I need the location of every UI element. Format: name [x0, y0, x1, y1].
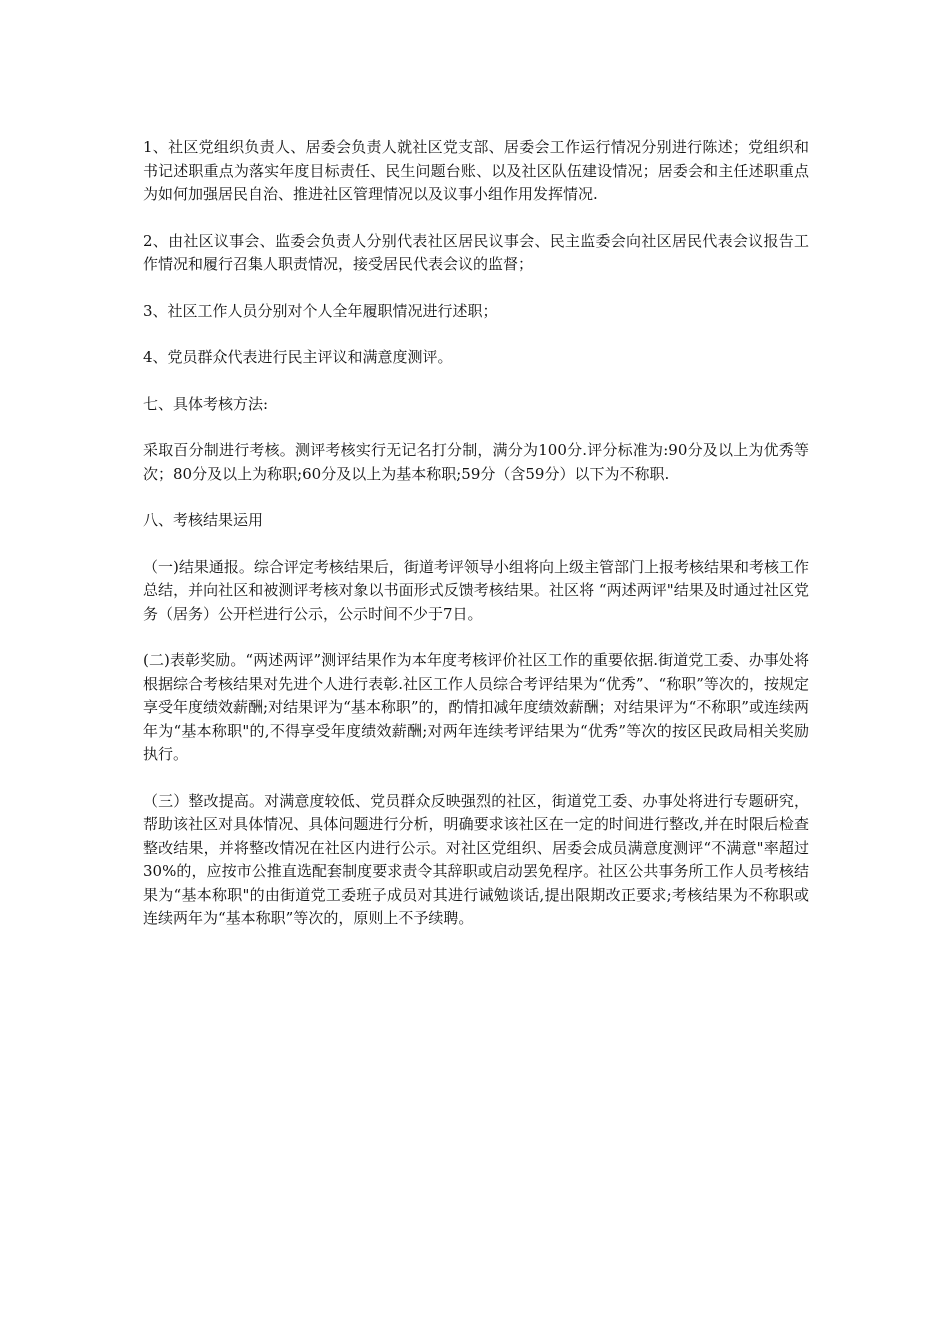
- paragraph-report-procedure-4: 4、党员群众代表进行民主评议和满意度测评。: [143, 348, 453, 366]
- paragraph-rectification: （三）整改提高。对满意度较低、党员群众反映强烈的社区，街道党工委、办事处将进行专题研究，帮助该社区对具体情况、具体问题进行分析，明确要求该社区在一定的时间进行整改,并在时限后检查整改结果，并将整改情况在社区内进行公示。对社区党组织、居委会成员满意度测评“不满意"率超过30%的，应按市公推直选配套制度要求责令其辞职或启动罢免程序。社区公共事务所工作人员考核结果为“基本称职"的由街道党工委班子成员对其进行诫勉谈话,提出限期改正要求;考核结果为不称职或连续两年为“基本称职”等次的，原则上不予续聘。: [143, 791, 809, 927]
- section-heading-assessment-method: 七、具体考核方法:: [143, 394, 269, 413]
- paragraph-report-procedure-1: 1、社区党组织负责人、居委会负责人就社区党支部、居委会工作运行情况分别进行陈述；党组织和书记述职重点为落实年度目标责任、民生问题台账、以及社区队伍建设情况；居委会和主任述职重点为如何加强居民自治、推进社区管理情况以及议事小组作用发挥情况.: [143, 138, 809, 203]
- paragraph-commendation: (二)表彰奖励。“两述两评”测评结果作为本年度考核评价社区工作的重要依据.街道党工委、办事处将根据综合考核结果对先进个人进行表彰.社区工作人员综合考评结果为“优秀”、“称职”等次的，按规定享受年度绩效薪酬;对结果评为“基本称职”的，酌情扣减年度绩效薪酬；对结果评为“不称职”或连续两年为“基本称职"的,不得享受年度绩效薪酬;对两年连续考评结果为“优秀”等次的按区民政局相关奖励执行。: [143, 651, 809, 763]
- paragraph-report-procedure-2: 2、由社区议事会、监委会负责人分别代表社区居民议事会、民主监委会向社区居民代表会议报告工作情况和履行召集人职责情况，接受居民代表会议的监督；: [143, 231, 809, 273]
- paragraph-result-notice: （一)结果通报。综合评定考核结果后，街道考评领导小组将向上级主管部门上报考核结果和考核工作总结，并向社区和被测评考核对象以书面形式反馈考核结果。社区将 “两述两评"结果及时通过社区党务（居务）公开栏进行公示，公示时间不少于7日。: [143, 557, 809, 623]
- document-body: [143, 136, 809, 954]
- paragraph-report-procedure-3: 3、社区工作人员分别对个人全年履职情况进行述职；: [143, 301, 498, 320]
- section-heading-result-application: 八、考核结果运用: [143, 511, 264, 529]
- paragraph-scoring-standard: 采取百分制进行考核。测评考核实行无记名打分制，满分为100分.评分标准为:90分及以上为优秀等次；80分及以上为称职;60分及以上为基本称职;59分（含59分）以下为不称职.: [143, 441, 809, 483]
